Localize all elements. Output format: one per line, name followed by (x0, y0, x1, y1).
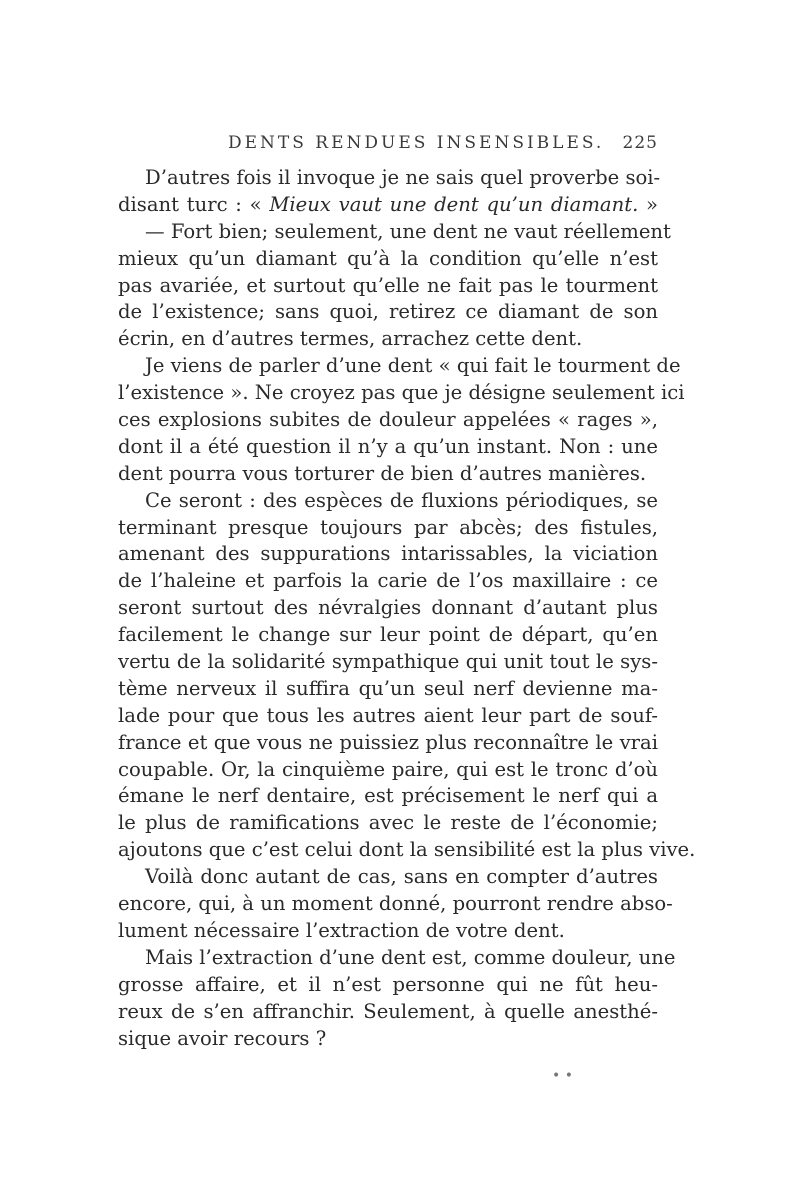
running-head-title: DENTS RENDUES INSENSIBLES. (228, 133, 605, 153)
proverb-quote: Mieux vaut une dent qu’un diamant. (269, 192, 639, 216)
text-line: Ce seront : des espèces de fluxions périodiques, se (145, 488, 658, 512)
page-number: 225 (622, 133, 658, 153)
text-line: ajoutons que c’est celui dont la sensibilité est la plus vive. (118, 838, 696, 862)
text-line: coupable. Or, la cinquième paire, qui est le tronc d’où (118, 757, 658, 781)
text-line: D’autres fois il invoque je ne sais quel proverbe soi- (145, 166, 661, 189)
text-line: ces explosions subites de douleur appelées « rages », (118, 408, 658, 432)
text-line: l’existence ». Ne croyez pas que je désigne seulement ici (118, 381, 685, 405)
text-line: — Fort bien; seulement, une dent ne vaut réellement (145, 219, 671, 243)
text-line: reux de s’en affranchir. Seulement, à quelle anesthé- (118, 999, 658, 1023)
text-line: pas avariée, et surtout qu’elle ne fait pas le tourment (118, 273, 658, 297)
text-line: Voilà donc autant de cas, sans en compter d’autres (145, 865, 658, 889)
text-line: dent pourra vous torturer de bien d’autres manières. (118, 461, 647, 485)
text-line: Je viens de parler d’une dent « qui fait le tourment de (145, 354, 681, 378)
text-line: sique avoir recours ? (118, 1026, 327, 1050)
text-line: facilement le change sur leur point de départ, qu’en (118, 623, 658, 647)
text-line: lade pour que tous les autres aient leur part de souf- (118, 703, 658, 727)
text-line: encore, qui, à un moment donné, pourront rendre abso- (118, 892, 673, 916)
text-line: seront surtout des névralgies donnant d’autant plus (118, 596, 658, 620)
running-head (118, 133, 658, 157)
text-line: le plus de ramifications avec le reste de l’économie; (118, 811, 658, 835)
text-line: france et que vous ne puissiez plus reconnaître le vrai (118, 730, 658, 754)
text-line: émane le nerf dentaire, est précisement le nerf qui a (118, 784, 658, 808)
text-line: disant turc : « Mieux vaut une dent qu’un diamant. » (118, 192, 659, 216)
text-line: Mais l’extraction d’une dent est, comme douleur, une (145, 945, 676, 969)
body-text (118, 165, 696, 1052)
text-line: dont il a été question il n’y a qu’un instant. Non : une (118, 434, 658, 458)
text-line: tème nerveux il suffira qu’un seul nerf devienne ma- (118, 676, 658, 700)
signature-mark: • • (552, 1068, 573, 1084)
text-line: de l’existence; sans quoi, retirez ce diamant de son (118, 300, 658, 324)
text-line: lument nécessaire l’extraction de votre dent. (118, 918, 565, 942)
text-line: vertu de la solidarité sympathique qui unit tout le sys- (118, 650, 658, 674)
text-line: amenant des suppurations intarissables, la viciation (118, 542, 658, 566)
text-line: de l’haleine et parfois la carie de l’os maxillaire : ce (118, 569, 658, 593)
text-line: terminant presque toujours par abcès; des fistules, (118, 515, 658, 539)
text-line: mieux qu’un diamant qu’à la condition qu’elle n’est (118, 246, 658, 270)
text-line: grosse affaire, et il n’est personne qui ne fût heu- (118, 972, 658, 996)
text-line: écrin, en d’autres termes, arrachez cette dent. (118, 327, 583, 351)
